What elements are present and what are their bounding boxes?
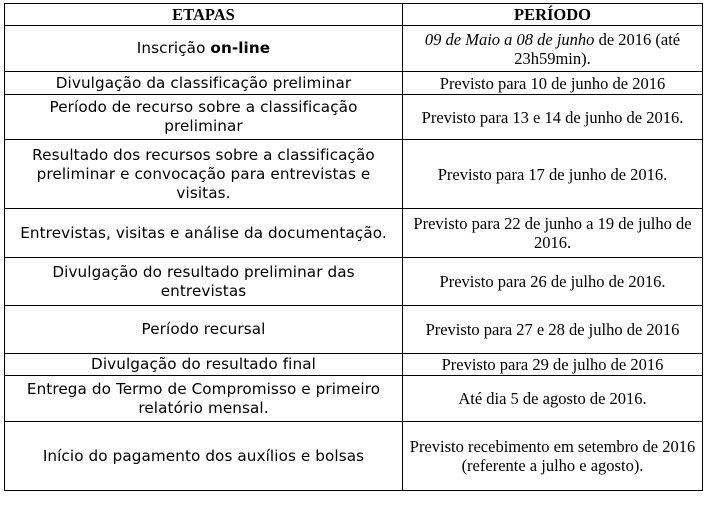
table-header-row [5, 4, 703, 26]
etapa-cell: Divulgação do resultado final [5, 354, 403, 376]
periodo-text: de 2016 (até 23h59min). [514, 29, 681, 68]
column-header-etapas: ETAPAS [5, 4, 403, 26]
periodo-cell [403, 26, 703, 72]
schedule-table [4, 3, 703, 491]
table-row [5, 258, 703, 306]
periodo-cell: Previsto para 27 e 28 de julho de 2016 [403, 306, 703, 354]
etapa-cell: Período de recurso sobre a classificação preliminar [5, 95, 403, 140]
etapa-cell: Divulgação da classificação preliminar [5, 72, 403, 95]
etapa-cell: Início do pagamento dos auxílios e bolsas [5, 422, 403, 491]
etapa-cell: Entrega do Termo de Compromisso e primeiro relatório mensal. [5, 376, 403, 422]
table-row [5, 72, 703, 95]
etapa-cell: Período recursal [5, 306, 403, 354]
etapa-cell: Entrevistas, visitas e análise da documentação. [5, 209, 403, 258]
table-row [5, 306, 703, 354]
periodo-cell: Previsto para 13 e 14 de junho de 2016. [403, 95, 703, 140]
table-row [5, 95, 703, 140]
etapa-online-text: on-line [210, 39, 271, 57]
table-row [5, 140, 703, 209]
periodo-cell: Previsto para 26 de julho de 2016. [403, 258, 703, 306]
periodo-cell: Previsto para 22 de junho a 19 de julho de 2016. [403, 209, 703, 258]
periodo-cell: Até dia 5 de agosto de 2016. [403, 376, 703, 422]
etapa-cell: Resultado dos recursos sobre a classificação preliminar e convocação para entrevistas e visitas. [5, 140, 403, 209]
column-header-periodo: PERÍODO [403, 4, 703, 26]
periodo-dates-text: 09 de Maio a 08 de junho [424, 29, 595, 49]
table-row [5, 26, 703, 72]
table-row [5, 354, 703, 376]
table-row [5, 209, 703, 258]
periodo-cell: Previsto para 29 de julho de 2016 [403, 354, 703, 376]
periodo-cell: Previsto recebimento em setembro de 2016 (referente a julho e agosto). [403, 422, 703, 491]
etapa-cell [5, 26, 403, 72]
periodo-cell: Previsto para 17 de junho de 2016. [403, 140, 703, 209]
table-row [5, 376, 703, 422]
periodo-cell: Previsto para 10 de junho de 2016 [403, 72, 703, 95]
etapa-text: Inscrição [136, 39, 211, 57]
etapa-cell: Divulgação do resultado preliminar das entrevistas [5, 258, 403, 306]
table-row [5, 422, 703, 491]
